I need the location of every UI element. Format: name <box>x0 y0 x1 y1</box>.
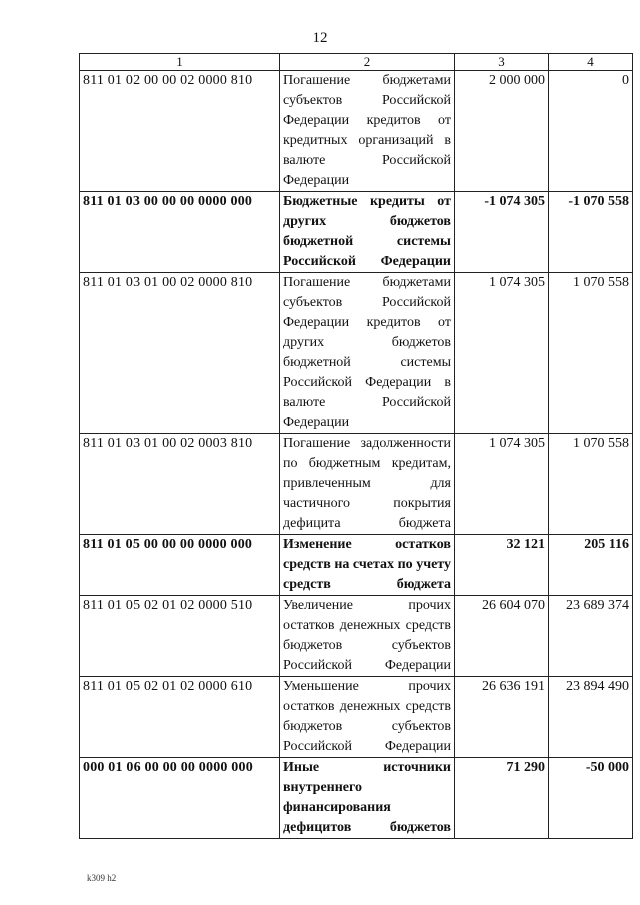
row-value-col4: 205 116 <box>549 535 633 596</box>
row-description: Погашение бюджетами субъектов Российской Федерации кредитов от кредитных организаций в валюте Российской Федерации <box>280 71 455 192</box>
row-value-col3: 71 290 <box>455 758 549 839</box>
budget-sources-table <box>79 53 633 839</box>
column-header-2: 2 <box>280 54 455 71</box>
column-header-3: 3 <box>455 54 549 71</box>
table-row <box>80 273 633 434</box>
row-code: 811 01 03 01 00 02 0003 810 <box>80 434 280 535</box>
row-value-col4: 23 689 374 <box>549 596 633 677</box>
table-row <box>80 434 633 535</box>
row-code: 811 01 05 00 00 00 0000 000 <box>80 535 280 596</box>
table-row <box>80 71 633 192</box>
row-value-col3: 1 074 305 <box>455 273 549 434</box>
table-row <box>80 596 633 677</box>
row-value-col4: -1 070 558 <box>549 192 633 273</box>
row-value-col4: 1 070 558 <box>549 273 633 434</box>
row-value-col4: 23 894 490 <box>549 677 633 758</box>
table-row <box>80 535 633 596</box>
row-value-col3: 1 074 305 <box>455 434 549 535</box>
row-value-col3: 2 000 000 <box>455 71 549 192</box>
row-description: Уменьшение прочих остатков денежных средств бюджетов субъектов Российской Федерации <box>280 677 455 758</box>
row-description: Погашение бюджетами субъектов Российской Федерации кредитов от других бюджетов бюджетной системы Российской Федерации в валюте Российской Федерации <box>280 273 455 434</box>
row-code: 811 01 02 00 00 02 0000 810 <box>80 71 280 192</box>
row-value-col4: 0 <box>549 71 633 192</box>
row-code: 811 01 05 02 01 02 0000 610 <box>80 677 280 758</box>
footer-mark: k309 h2 <box>87 873 117 883</box>
column-header-4: 4 <box>549 54 633 71</box>
row-code: 811 01 03 00 00 00 0000 000 <box>80 192 280 273</box>
row-description: Иные источники внутреннего финансирования дефицитов бюджетов <box>280 758 455 839</box>
row-value-col3: -1 074 305 <box>455 192 549 273</box>
page-number: 12 <box>312 30 328 46</box>
row-value-col3: 26 636 191 <box>455 677 549 758</box>
row-description: Погашение задолженности по бюджетным кредитам, привлеченным для частичного покрытия дефицита бюджета <box>280 434 455 535</box>
row-value-col4: 1 070 558 <box>549 434 633 535</box>
table-header-row <box>80 54 633 71</box>
row-description: Изменение остатков средств на счетах по учету средств бюджета <box>280 535 455 596</box>
row-code: 811 01 03 01 00 02 0000 810 <box>80 273 280 434</box>
row-value-col3: 26 604 070 <box>455 596 549 677</box>
row-description: Бюджетные кредиты от других бюджетов бюджетной системы Российской Федерации <box>280 192 455 273</box>
table-row <box>80 758 633 839</box>
row-description: Увеличение прочих остатков денежных средств бюджетов субъектов Российской Федерации <box>280 596 455 677</box>
table-row <box>80 192 633 273</box>
row-code: 811 01 05 02 01 02 0000 510 <box>80 596 280 677</box>
column-header-1: 1 <box>80 54 280 71</box>
row-value-col4: -50 000 <box>549 758 633 839</box>
table-row <box>80 677 633 758</box>
row-code: 000 01 06 00 00 00 0000 000 <box>80 758 280 839</box>
row-value-col3: 32 121 <box>455 535 549 596</box>
